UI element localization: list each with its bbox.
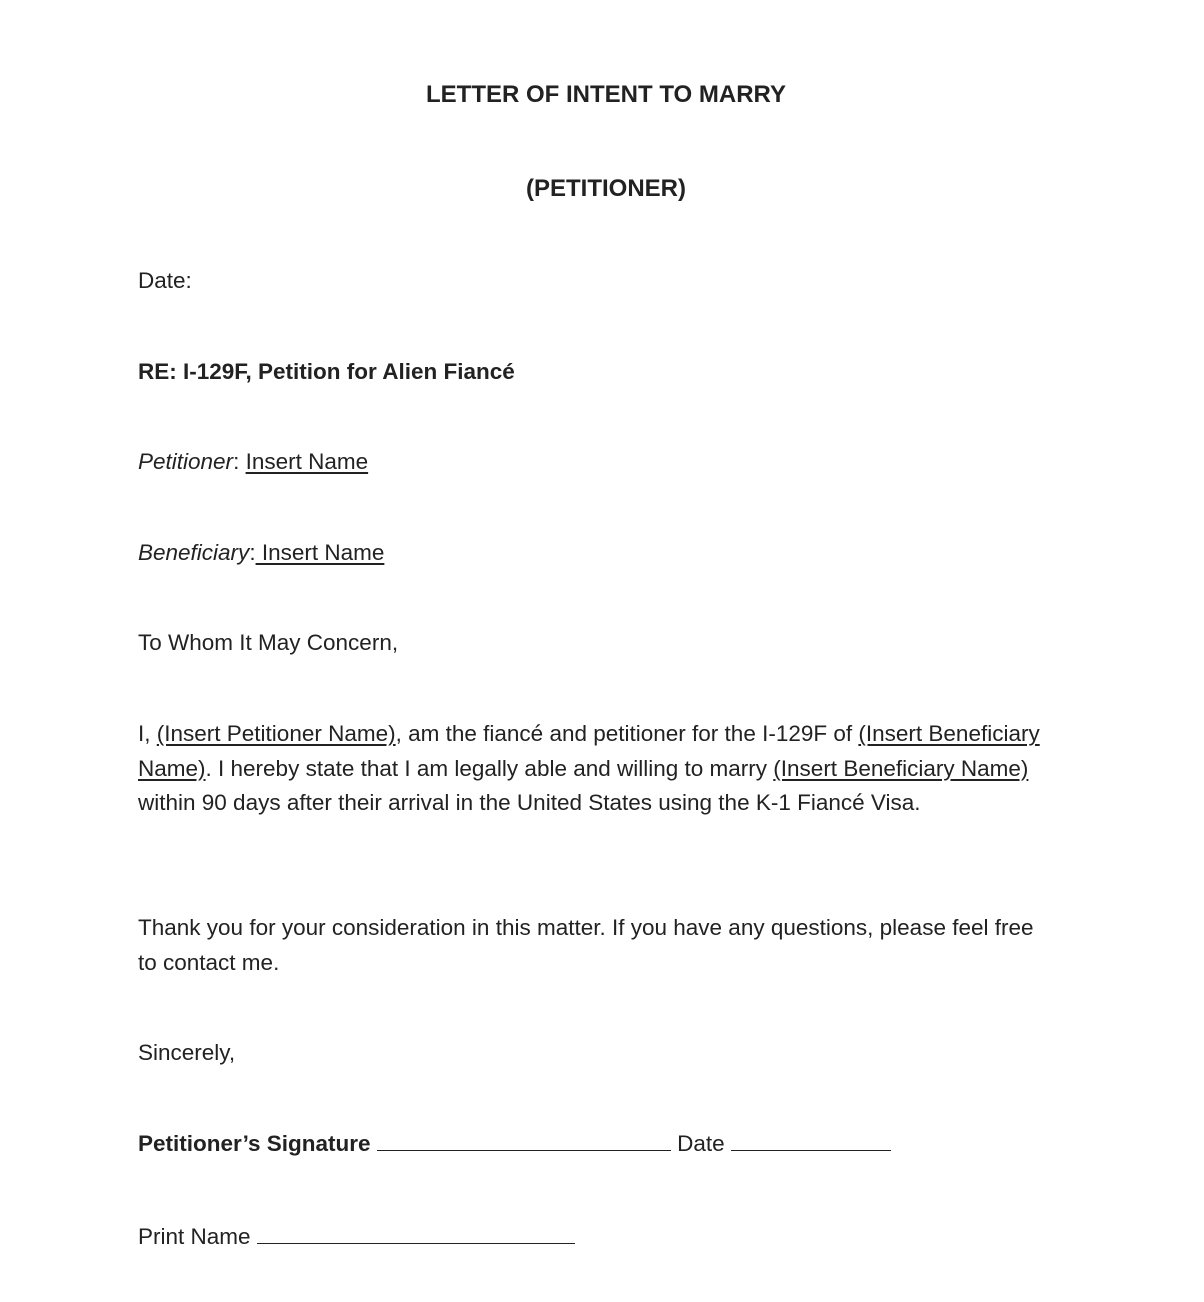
- body-text-2: , am the fiancé and petitioner for the I-129F of: [395, 721, 859, 746]
- petitioner-name-inline: (Insert Petitioner Name): [156, 721, 396, 746]
- beneficiary-name-inline-1: (Insert Beneficiary Name): [138, 721, 1040, 781]
- beneficiary-name-inline-2: (Insert Beneficiary Name): [773, 755, 1029, 781]
- print-name-blank: [257, 1219, 575, 1244]
- document-title: LETTER OF INTENT TO MARRY: [426, 81, 786, 108]
- thanks-paragraph: Thank you for your consideration in this matter. If you have any questions, please feel free to contact me.: [138, 915, 1034, 975]
- petitioner-separator: :: [233, 449, 246, 474]
- salutation: To Whom It May Concern,: [138, 630, 399, 655]
- signature-label: Petitioner’s Signature: [138, 1131, 371, 1156]
- signature-line: [138, 1126, 1058, 1161]
- signature-date-blank: [731, 1126, 891, 1151]
- date-line: Date:: [138, 268, 192, 293]
- document-subtitle: (PETITIONER): [526, 175, 686, 202]
- print-name-line: [138, 1219, 1058, 1254]
- body-text-1: I,: [138, 721, 157, 746]
- petitioner-name-placeholder: Insert Name: [245, 449, 369, 474]
- body-text-4: within 90 days after their arrival in the United States using the K-1 Fiancé Visa.: [138, 790, 921, 815]
- body-text-3: . I hereby state that I am legally able and willing to marry: [205, 755, 774, 781]
- signature-blank: [377, 1126, 671, 1151]
- beneficiary-separator: :: [249, 540, 256, 565]
- re-line: RE: I-129F, Petition for Alien Fiancé: [138, 359, 515, 384]
- petitioner-line: [138, 445, 1058, 479]
- beneficiary-line: [138, 536, 1058, 570]
- print-name-label: Print Name: [138, 1224, 251, 1249]
- beneficiary-name-placeholder: Insert Name: [255, 540, 385, 565]
- body-paragraph: [138, 717, 1058, 821]
- closing: Sincerely,: [138, 1040, 236, 1065]
- beneficiary-label: Beneficiary: [138, 540, 250, 565]
- petitioner-label: Petitioner: [138, 449, 234, 474]
- signature-date-label: Date: [677, 1131, 725, 1156]
